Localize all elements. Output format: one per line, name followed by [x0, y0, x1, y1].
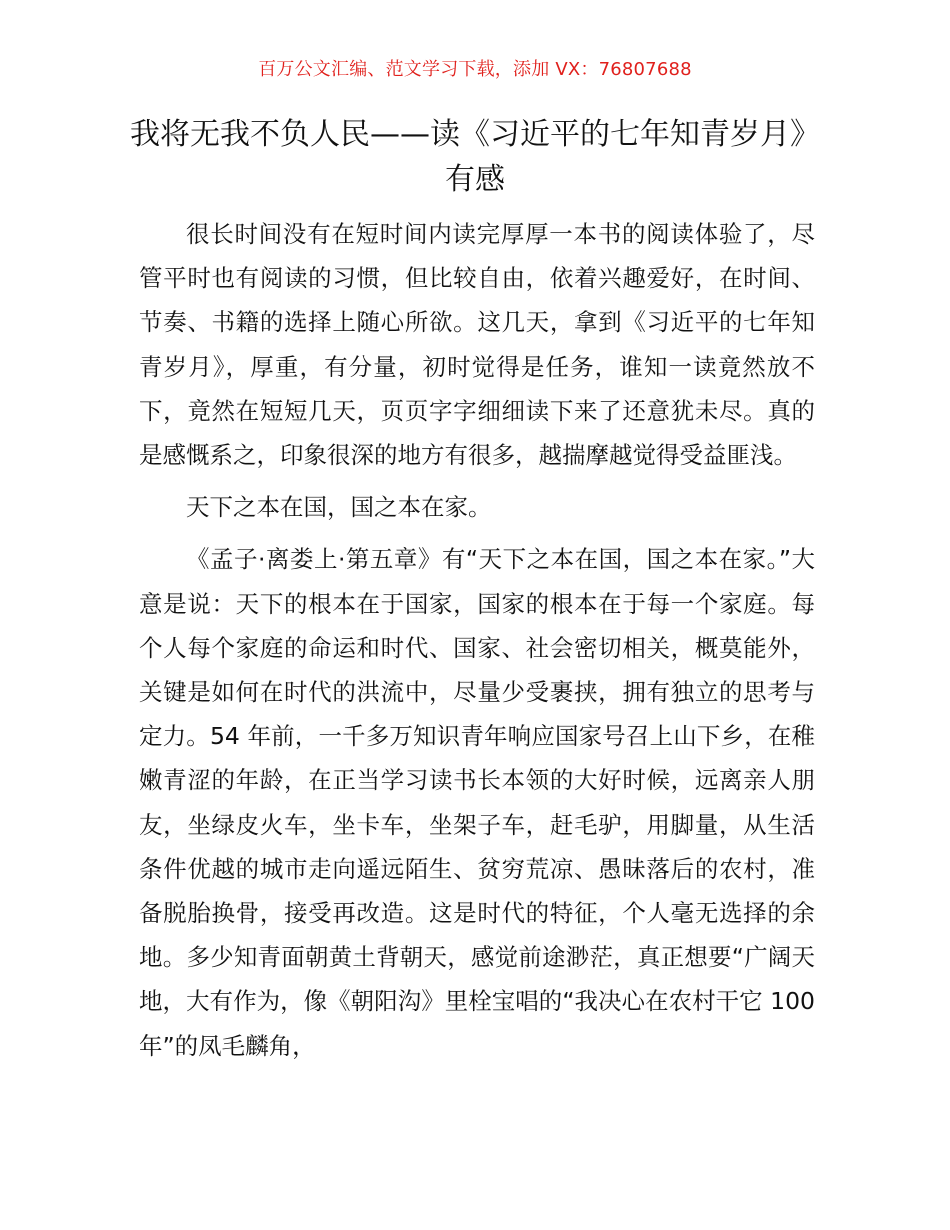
page-title: 我将无我不负人民——读《习近平的七年知青岁月》有感 — [130, 117, 820, 197]
header-watermark: 百万公文汇编、范文学习下载，添加 VX：76807688 — [258, 59, 692, 80]
document-body — [139, 212, 815, 1076]
paragraph-intro: 很长时间没有在短时间内读完厚厚一本书的阅读体验了，尽管平时也有阅读的习惯，但比较自由，依着兴趣爱好，在时间、节奏、书籍的选择上随心所欲。这几天，拿到《习近平的七年知青岁月》，厚重，有分量，初时觉得是任务，谁知一读竟然放不下，竟然在短短几天，页页字字细细读下来了还意犹未尽。真的是感慨系之，印象很深的地方有很多，越揣摩越觉得受益匪浅。 — [139, 220, 815, 470]
paragraph-mencius: 《孟子·离娄上·第五章》有“天下之本在国，国之本在家。”大意是说：天下的根本在于国家，国家的根本在于每一个家庭。每个人每个家庭的命运和时代、国家、社会密切相关，概莫能外，关键是如何在时代的洪流中，尽量少受裹挟，拥有独立的思考与定力。54 年前，一千多万知识青年响应国家号召上山下乡，在稚嫩青涩的年龄，在正当学习读书长本领的大好时候，远离亲人朋友，坐绿皮火车，坐卡车，坐架子车，赶毛驴，用脚量，从生活条件优越的城市走向遥远陌生、贫穷荒凉、愚昧落后的农村，准备脱胎换骨，接受再改造。这是时代的特征，个人毫无选择的余地。多少知青面朝黄土背朝天，感觉前途渺茫，真正想要“广阔天地，大有作为，像《朝阳沟》里栓宝唱的“我决心在农村干它 100 年”的凤毛麟角， — [139, 545, 815, 1060]
paragraph-heading-quote: 天下之本在国，国之本在家。 — [186, 493, 492, 522]
